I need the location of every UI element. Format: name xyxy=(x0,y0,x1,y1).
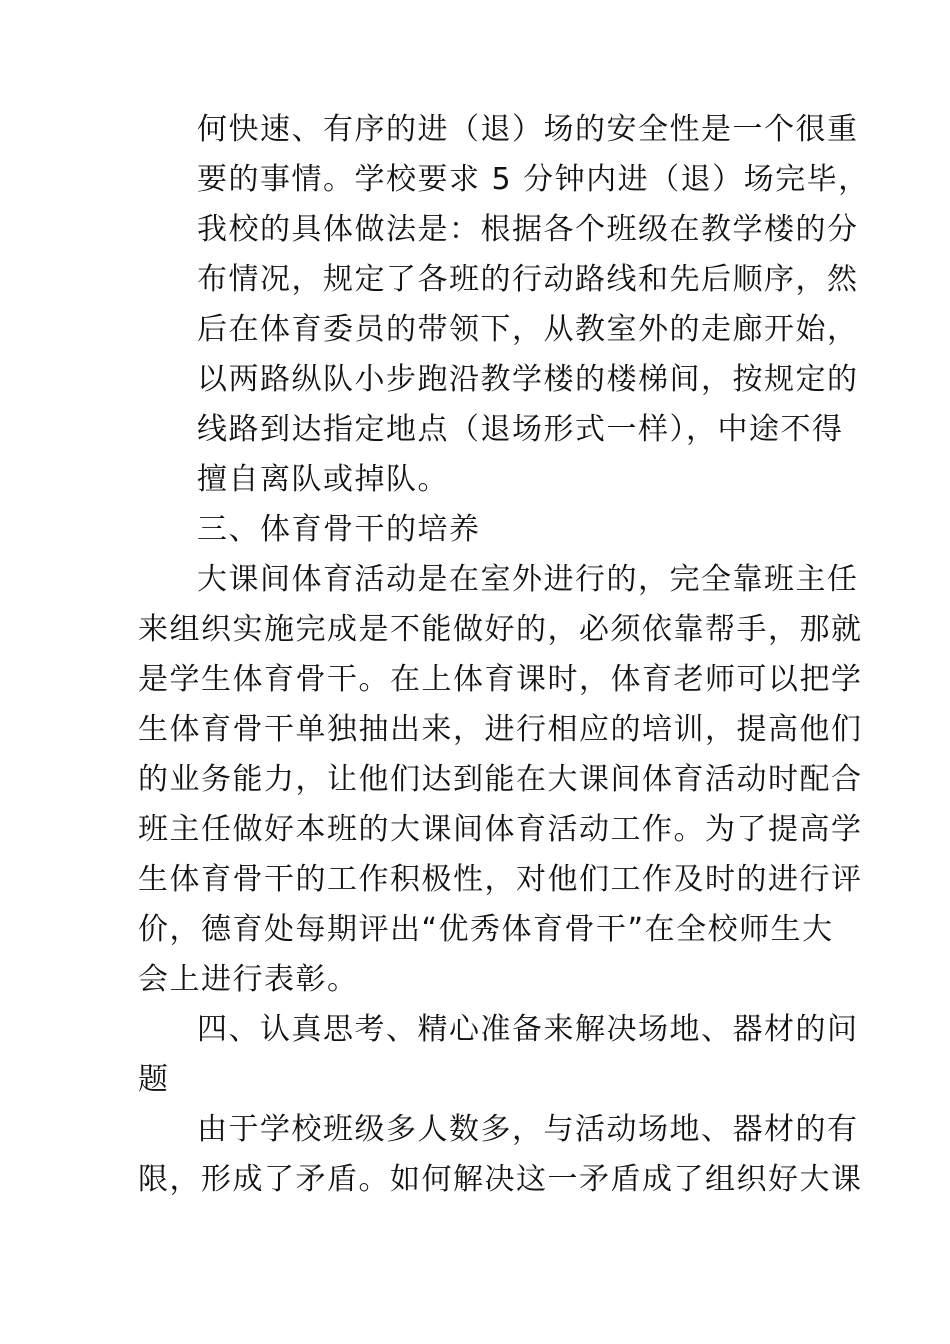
text-line: 班主任做好本班的大课间体育活动工作。为了提高学 xyxy=(138,812,863,847)
text-line: 后在体育委员的带领下，从教室外的走廊开始， xyxy=(197,312,859,347)
text-line: 生体育骨干的工作积极性，对他们工作及时的进行评 xyxy=(138,862,863,897)
text-line: 价，德育处每期评出“优秀体育骨干”在全校师生大 xyxy=(138,912,834,947)
text-line: 限，形成了矛盾。如何解决这一矛盾成了组织好大课 xyxy=(138,1162,863,1197)
text-line: 大课间体育活动是在室外进行的，完全靠班主任 xyxy=(197,562,859,597)
text-line: 由于学校班级多人数多，与活动场地、器材的有 xyxy=(197,1112,859,1147)
text-line: 生体育骨干单独抽出来，进行相应的培训，提高他们 xyxy=(138,712,863,747)
text-line: 要的事情。学校要求 5 分钟内进（退）场完毕， xyxy=(197,162,870,197)
text-line: 线路到达指定地点（退场形式一样），中途不得 xyxy=(197,412,844,447)
text-line: 会上进行表彰。 xyxy=(138,962,359,997)
text-line: 以两路纵队小步跑沿教学楼的楼梯间，按规定的 xyxy=(197,362,859,397)
text-line: 擅自离队或掉队。 xyxy=(197,462,449,497)
text-line: 的业务能力，让他们达到能在大课间体育活动时配合 xyxy=(138,762,863,797)
text-line: 何快速、有序的进（退）场的安全性是一个很重 xyxy=(197,112,859,147)
text-line: 我校的具体做法是：根据各个班级在教学楼的分 xyxy=(197,212,859,247)
section-heading: 题 xyxy=(138,1062,170,1097)
text-line: 是学生体育骨干。在上体育课时，体育老师可以把学 xyxy=(138,662,863,697)
text-line: 来组织实施完成是不能做好的，必须依靠帮手，那就 xyxy=(138,612,863,647)
section-heading: 三、体育骨干的培养 xyxy=(197,512,481,547)
text-line: 布情况，规定了各班的行动路线和先后顺序，然 xyxy=(197,262,859,297)
section-heading: 四、认真思考、精心准备来解决场地、器材的问 xyxy=(197,1012,859,1047)
